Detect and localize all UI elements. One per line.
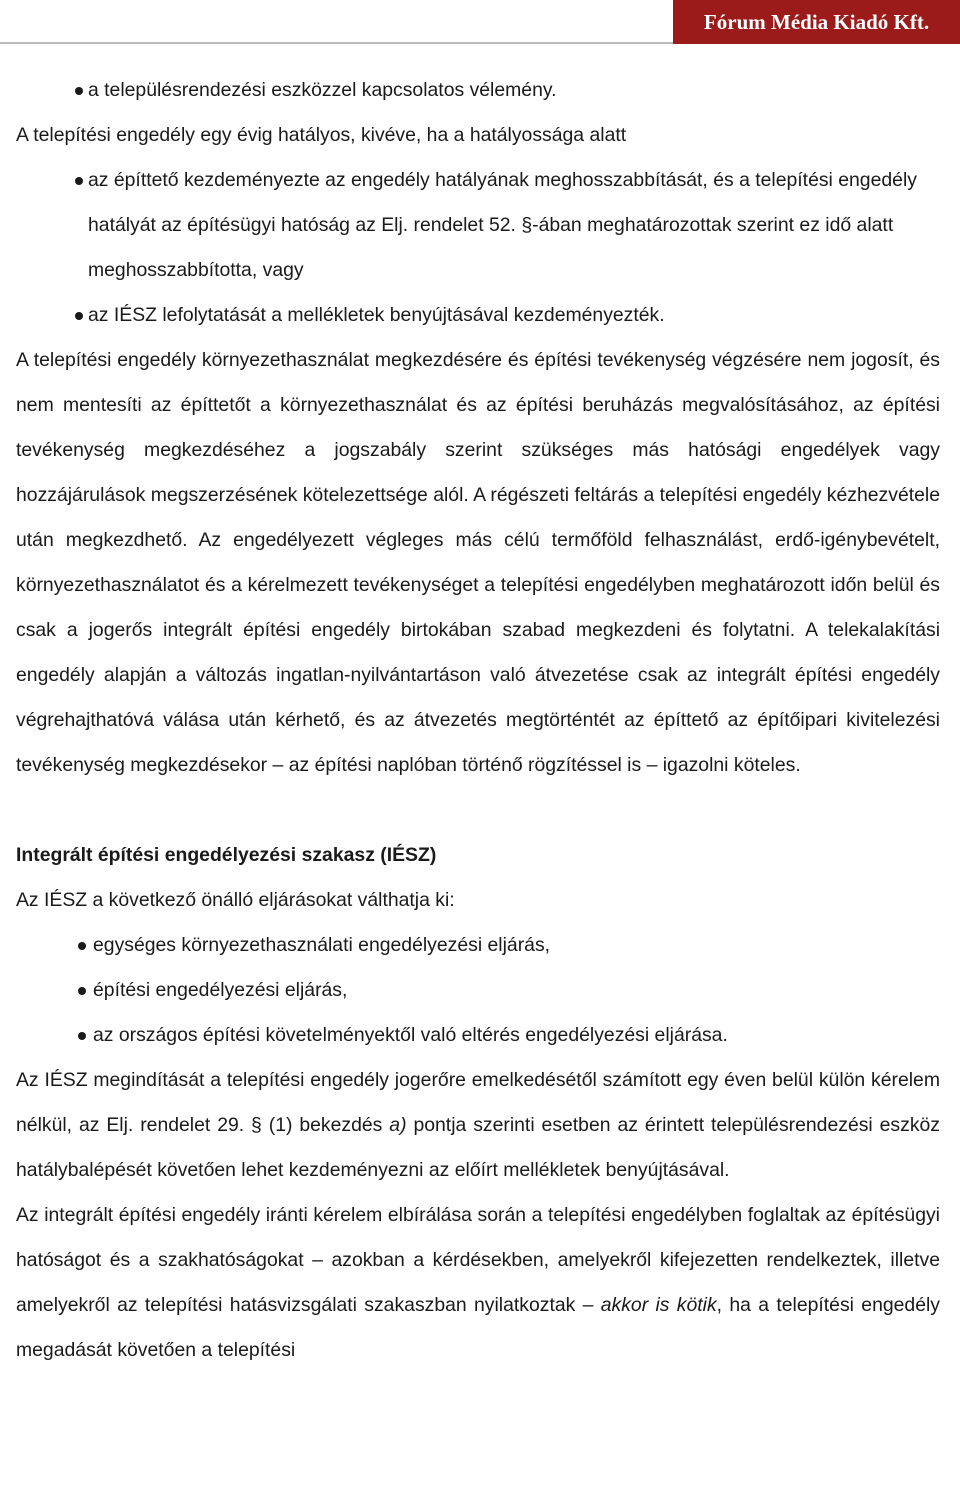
paragraph: A telepítési engedély környezethasználat megkezdésére és építési tevékenység végzésére nem jogosít, és nem mentesíti az építtetőt a környezethasználat és az építési beruházás megvalósításához, az építési tevékenység megkezdéséhez a jogszabály szerint szükséges más hatósági engedélyek vagy hozzájárulások megszerzésének kötelezettsége alól. A régészeti feltárás a telepítési engedély kézhezvétele után megkezdhető. Az engedélyezett végleges más célú termőföld felhasználást, erdő-igénybevételt, környezethasználatot és a kérelmezett tevékenységet a telepítési engedélyben meghatározott időn belül és csak a jogerős integrált építési engedély birtokában szabad megkezdeni és folytatni. A telekalakítási engedély alapján a változás ingatlan-nyilvántartáson való átvezetése csak az integrált építési engedély végrehajthatóvá válása után kérhető, és az átvezetés megtörténtét az építtető az építőipari kivitelezési tevékenység megkezdésekor – az építési naplóban történő rögzítéssel is – igazolni köteles. [16, 349, 940, 776]
section-heading: Integrált építési engedélyezési szakasz (IÉSZ) [16, 844, 437, 866]
bullet-item: az országos építési követelményektől való eltérés engedélyezési eljárása. [16, 1013, 940, 1058]
document-body [16, 68, 940, 1373]
paragraph: A telepítési engedély egy évig hatályos, kivéve, ha a hatályossága alatt [16, 124, 627, 146]
bullet-item: az építtető kezdeményezte az engedély hatályának meghosszabbítását, és a telepítési engedély hatályát az építésügyi hatóság az Elj. rendelet 52. §-ában meghatározottak szerint ez idő alatt meghosszabbította, vagy [16, 158, 940, 293]
publisher-badge: Fórum Média Kiadó Kft. [673, 0, 960, 44]
bullet-item: a településrendezési eszközzel kapcsolatos vélemény. [16, 68, 940, 113]
bullet-item: építési engedélyezési eljárás, [16, 968, 940, 1013]
bullet-item: egységes környezethasználati engedélyezési eljárás, [16, 923, 940, 968]
bullet-item: az IÉSZ lefolytatását a mellékletek benyújtásával kezdeményezték. [16, 293, 940, 338]
paragraph: Az IÉSZ megindítását a telepítési engedély jogerőre emelkedésétől számított egy éven belül külön kérelem nélkül, az Elj. rendelet 29. § (1) bekezdés a) pontja szerinti esetben az érintett településrendezési eszköz hatálybalépését követően lehet kezdeményezni az előírt mellékletek benyújtásával. [16, 1069, 940, 1181]
paragraph: Az integrált építési engedély iránti kérelem elbírálása során a telepítési engedélyben foglaltak az építésügyi hatóságot és a szakhatóságokat – azokban a kérdésekben, amelyekről kifejezetten rendelkeztek, illetve amelyekről az telepítési hatásvizsgálati szakaszban nyilatkoztak – akkor is kötik, ha a telepítési engedély megadását követően a telepítési [16, 1204, 940, 1361]
paragraph: Az IÉSZ a következő önálló eljárásokat válthatja ki: [16, 889, 455, 911]
